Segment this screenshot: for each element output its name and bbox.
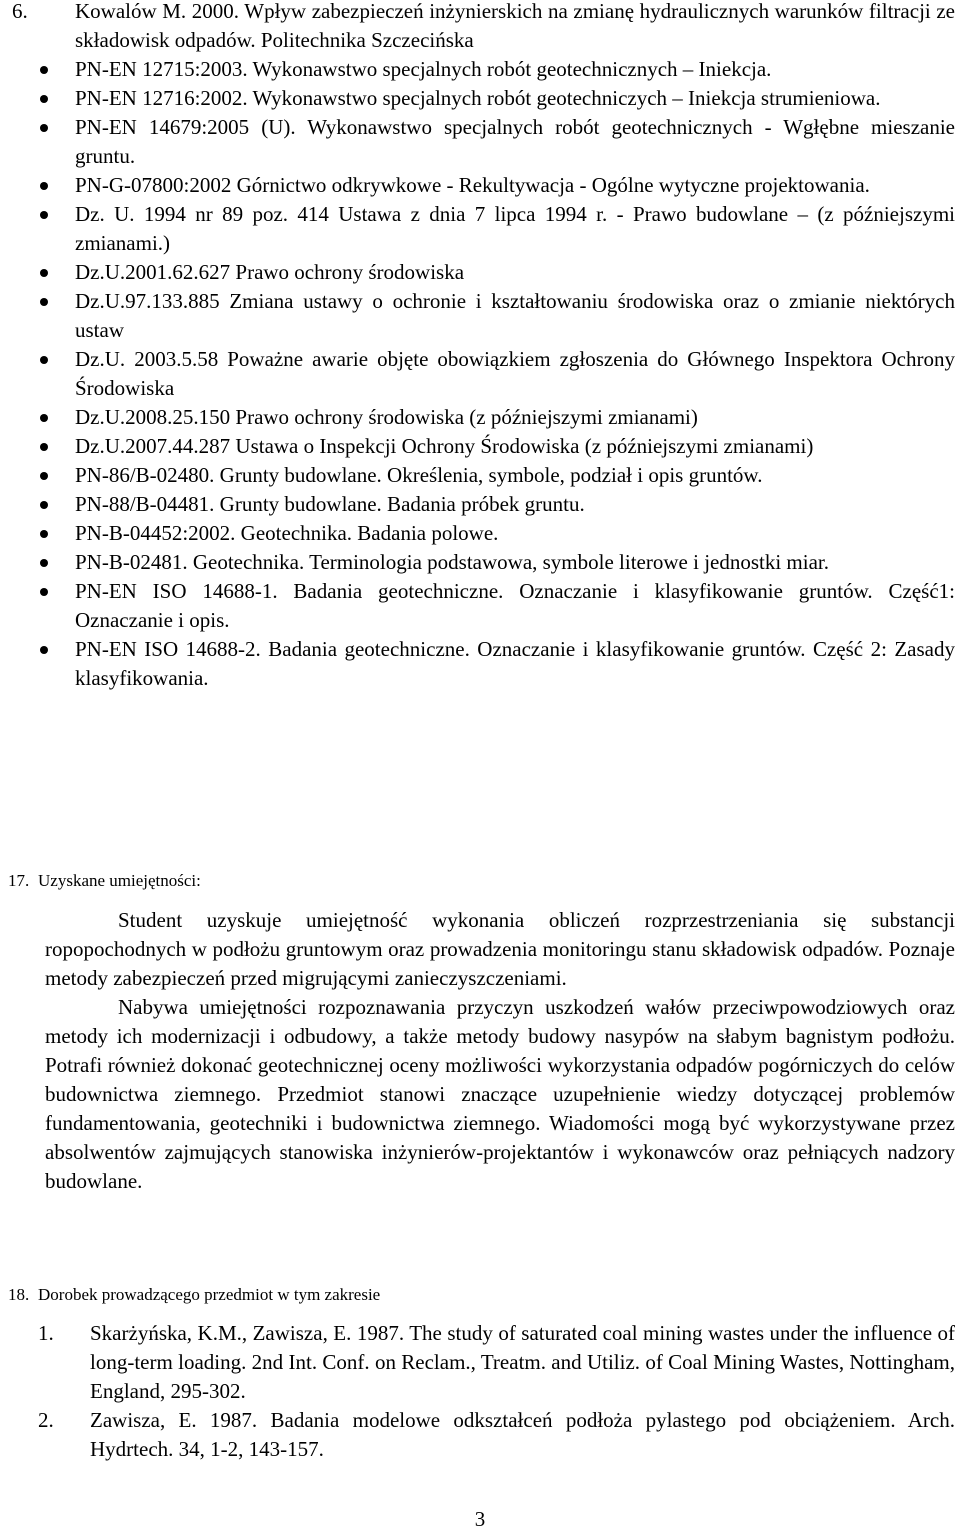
list-item: PN-B-04452:2002. Geotechnika. Badania polowe. bbox=[12, 519, 955, 548]
list-item bbox=[38, 1319, 955, 1406]
list-item-number: 2. bbox=[38, 1408, 54, 1432]
list-item: Dz.U.2001.62.627 Prawo ochrony środowiska bbox=[12, 258, 955, 287]
bullet-icon bbox=[40, 501, 48, 509]
list-item: PN-86/B-02480. Grunty budowlane. Określenia, symbole, podział i opis gruntów. bbox=[12, 461, 955, 490]
list-item-text: Zawisza, E. 1987. Badania modelowe odkształceń podłoża pylastego pod obciążeniem. Arch. Hydrtech. 34, 1-2, 143-157. bbox=[90, 1408, 955, 1461]
list-item: PN-EN 14679:2005 (U). Wykonawstwo specjalnych robót geotechnicznych - Wgłębne mieszanie gruntu. bbox=[12, 113, 955, 171]
list-item-number: 1. bbox=[38, 1321, 54, 1345]
list-item-number: 6. bbox=[12, 0, 28, 23]
bullet-icon bbox=[40, 124, 48, 132]
paragraph: Student uzyskuje umiejętność wykonania obliczeń rozprzestrzeniania się substancji ropopochodnych w podłożu gruntowym oraz prowadzenia monitoringu stanu składowisk odpadów. Poznaje metody zabezpieczeń przed migrującymi zanieczyszczeniami. bbox=[45, 908, 955, 990]
list-item: PN-88/B-04481. Grunty budowlane. Badania próbek gruntu. bbox=[12, 490, 955, 519]
bullet-icon bbox=[40, 182, 48, 190]
section-heading-17 bbox=[8, 870, 201, 892]
standards-list bbox=[12, 0, 955, 693]
bullet-list bbox=[12, 55, 955, 693]
list-item: Dz.U.2008.25.150 Prawo ochrony środowiska (z późniejszymi zmianami) bbox=[12, 403, 955, 432]
section-title: Uzyskane umiejętności: bbox=[38, 871, 201, 890]
bullet-icon bbox=[40, 66, 48, 74]
bullet-icon bbox=[40, 472, 48, 480]
list-item-text: Skarżyńska, K.M., Zawisza, E. 1987. The study of saturated coal mining wastes under the influence of long-term loading. 2nd Int. Conf. on Reclam., Treatm. and Utiliz. of Coal Mining Wastes, Nottingham, England, 295-302. bbox=[90, 1321, 955, 1403]
list-item-6 bbox=[12, 0, 955, 55]
section-heading-18 bbox=[8, 1284, 380, 1306]
list-item: Dz. U. 1994 nr 89 poz. 414 Ustawa z dnia 7 lipca 1994 r. - Prawo budowlane – (z późniejszymi zmianami.) bbox=[12, 200, 955, 258]
skills-description bbox=[45, 906, 955, 1196]
list-item: Dz.U.97.133.885 Zmiana ustawy o ochronie i kształtowaniu środowiska oraz o zmianie niektórych ustaw bbox=[12, 287, 955, 345]
section-title: Dorobek prowadzącego przedmiot w tym zakresie bbox=[38, 1285, 381, 1304]
bullet-icon bbox=[40, 356, 48, 364]
list-item bbox=[38, 1406, 955, 1464]
paragraph: Nabywa umiejętności rozpoznawania przyczyn uszkodzeń wałów przeciwpowodziowych oraz metody ich modernizacji i odbudowy, a także metody budowy nasypów na słabym bagnistym podłożu. Potrafi również dokonać geotechnicznej oceny możliwości wykorzystania odpadów pogórniczych do celów budownictwa ziemnego. Przedmiot stanowi znaczące uzupełnienie wiedzy dotyczącej problemów fundamentowania, geotechniki i budownictwa ziemnego. Wiadomości mogą być wykorzystywane przez absolwentów zajmujących stanowiska inżynierów-projektantów i wykonawców oraz pełniących nadzory budowlane. bbox=[45, 995, 955, 1193]
bullet-icon bbox=[40, 269, 48, 277]
bullet-icon bbox=[40, 95, 48, 103]
list-item-text: Kowalów M. 2000. Wpływ zabezpieczeń inżynierskich na zmianę hydraulicznych warunków filtracji ze składowisk odpadów. Politechnika Szczecińska bbox=[75, 0, 955, 52]
bullet-icon bbox=[40, 559, 48, 567]
list-item: Dz.U.2007.44.287 Ustawa o Inspekcji Ochrony Środowiska (z późniejszymi zmianami) bbox=[12, 432, 955, 461]
list-item: PN-EN ISO 14688-1. Badania geotechniczne. Oznaczanie i klasyfikowanie gruntów. Część1: Oznaczanie i opis. bbox=[12, 577, 955, 635]
publications-list bbox=[38, 1319, 955, 1464]
page-number: 3 bbox=[474, 1507, 486, 1531]
bullet-icon bbox=[40, 211, 48, 219]
bullet-icon bbox=[40, 646, 48, 654]
list-item: PN-EN 12716:2002. Wykonawstwo specjalnych robót geotechniczych – Iniekcja strumieniowa. bbox=[12, 84, 955, 113]
list-item: PN-EN 12715:2003. Wykonawstwo specjalnych robót geotechnicznych – Iniekcja. bbox=[12, 55, 955, 84]
list-item: PN-G-07800:2002 Górnictwo odkrywkowe - Rekultywacja - Ogólne wytyczne projektowania. bbox=[12, 171, 955, 200]
section-number: 17. bbox=[8, 871, 30, 890]
bullet-icon bbox=[40, 443, 48, 451]
bullet-icon bbox=[40, 298, 48, 306]
bullet-icon bbox=[40, 530, 48, 538]
list-item: PN-EN ISO 14688-2. Badania geotechniczne. Oznaczanie i klasyfikowanie gruntów. Część 2: Zasady klasyfikowania. bbox=[12, 635, 955, 693]
bullet-icon bbox=[40, 588, 48, 596]
list-item: PN-B-02481. Geotechnika. Terminologia podstawowa, symbole literowe i jednostki miar. bbox=[12, 548, 955, 577]
list-item: Dz.U. 2003.5.58 Poważne awarie objęte obowiązkiem zgłoszenia do Głównego Inspektora Ochrony Środowiska bbox=[12, 345, 955, 403]
bullet-icon bbox=[40, 414, 48, 422]
section-number: 18. bbox=[8, 1285, 30, 1304]
